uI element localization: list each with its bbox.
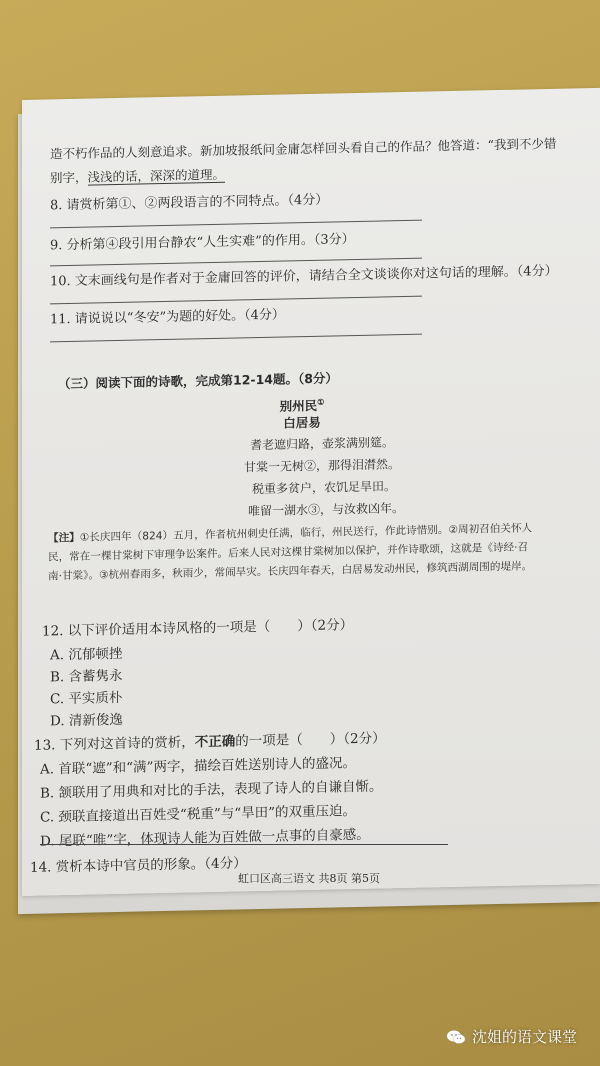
question-10: 10. 文末画线句是作者对于金庸回答的评价，请结合全文谈谈你对这句话的理解。（4分） bbox=[50, 263, 558, 290]
poem-author: 白居易 bbox=[283, 414, 321, 431]
question-9: 9. 分析第④段引用台静农“人生实难”的作用。（3分） bbox=[50, 232, 355, 254]
question-12: 12. 以下评价适用本诗风格的一项是（ ）（2分） bbox=[42, 617, 354, 640]
question-11: 11. 请说说以“冬安”为题的好处。（4分） bbox=[50, 307, 285, 328]
intro-line-1: 造不朽作品的人刻意追求。新加坡报纸问金庸怎样回头看自己的作品？他答道：“我到不少错 bbox=[50, 135, 557, 162]
answer-line-9 bbox=[50, 258, 422, 267]
note-line-1-text: ①长庆四年（824）五月，作者杭州刺史任满，临行，州民送行，作此诗惜别。②周初召伯关怀人 bbox=[79, 522, 533, 544]
q13-option-b: B. 颔联用了用典和对比的手法，表现了诗人的自谦自惭。 bbox=[40, 778, 383, 802]
poem-line-4: 唯留一湖水③，与汝救凶年。 bbox=[247, 500, 404, 519]
exam-page bbox=[22, 88, 600, 896]
poem-line-1: 耆老遮归路，壶浆满别筵。 bbox=[249, 435, 394, 453]
q12-option-c: C. 平实质朴 bbox=[50, 689, 123, 708]
page-footer: 虹口区高三语文 共8页 第5页 bbox=[238, 872, 380, 885]
watermark-text: 沈姐的语文课堂 bbox=[472, 1028, 578, 1046]
poem-note bbox=[48, 519, 568, 587]
q13-stem-start: 13. 下列对这首诗的赏析， bbox=[34, 734, 195, 754]
q12-option-d: D. 清新俊逸 bbox=[50, 711, 123, 730]
poem-title-text: 别州民 bbox=[279, 397, 318, 414]
question-14: 14. 赏析本诗中官员的形象。（4分） bbox=[30, 855, 247, 876]
q13-option-d: D. 尾联“唯”字，体现诗人能为百姓做一点事的自豪感。 bbox=[40, 826, 370, 850]
poem-title-note-mark: ① bbox=[317, 396, 325, 407]
poem-line-2: 甘棠一无树②，那得泪潸然。 bbox=[243, 457, 400, 475]
question-13 bbox=[34, 726, 386, 753]
note-line-3: 南·甘棠》。③杭州春雨多，秋雨少，常闹旱灾。长庆四年春天，白居易发动州民，修筑西湖周围的堤岸。 bbox=[48, 560, 533, 583]
q13-stem-emphasis: 不正确 bbox=[194, 733, 236, 751]
intro-line-2-start: 别字， bbox=[50, 169, 88, 186]
underlined-sentence: 浅浅的话，深深的道理。 bbox=[87, 166, 226, 185]
watermark bbox=[446, 1026, 577, 1047]
section-heading: （三）阅读下面的诗歌，完成第12-14题。（8分） bbox=[58, 370, 338, 392]
answer-line-11 bbox=[50, 334, 422, 343]
note-line-2: 民，常在一棵甘棠树下审理争讼案件。后来人民对这棵甘棠树加以保护，并作诗歌颂，这就是《诗经·召 bbox=[48, 541, 529, 564]
q13-option-c: C. 颈联直接道出百姓受“税重”与“旱田”的双重压迫。 bbox=[40, 803, 357, 826]
q13-option-a: A. 首联“遮”和“满”两字，描绘百姓送别诗人的盛况。 bbox=[40, 755, 356, 778]
intro-line-2 bbox=[50, 166, 225, 188]
question-8: 8. 请赏析第①、②两段语言的不同特点。（4分） bbox=[50, 192, 329, 214]
answer-line-10 bbox=[50, 296, 422, 305]
q12-option-b: B. 含蓄隽永 bbox=[50, 667, 123, 686]
answer-line-8 bbox=[50, 220, 422, 229]
q12-option-a: A. 沉郁顿挫 bbox=[50, 645, 123, 664]
wechat-icon bbox=[446, 1029, 466, 1045]
poem-line-3: 税重多贫户，农饥足旱田。 bbox=[251, 479, 396, 497]
note-label: 【注】 bbox=[48, 531, 80, 545]
answer-line-14 bbox=[40, 844, 448, 845]
q13-stem-end: 的一项是（ ）（2分） bbox=[235, 730, 386, 750]
